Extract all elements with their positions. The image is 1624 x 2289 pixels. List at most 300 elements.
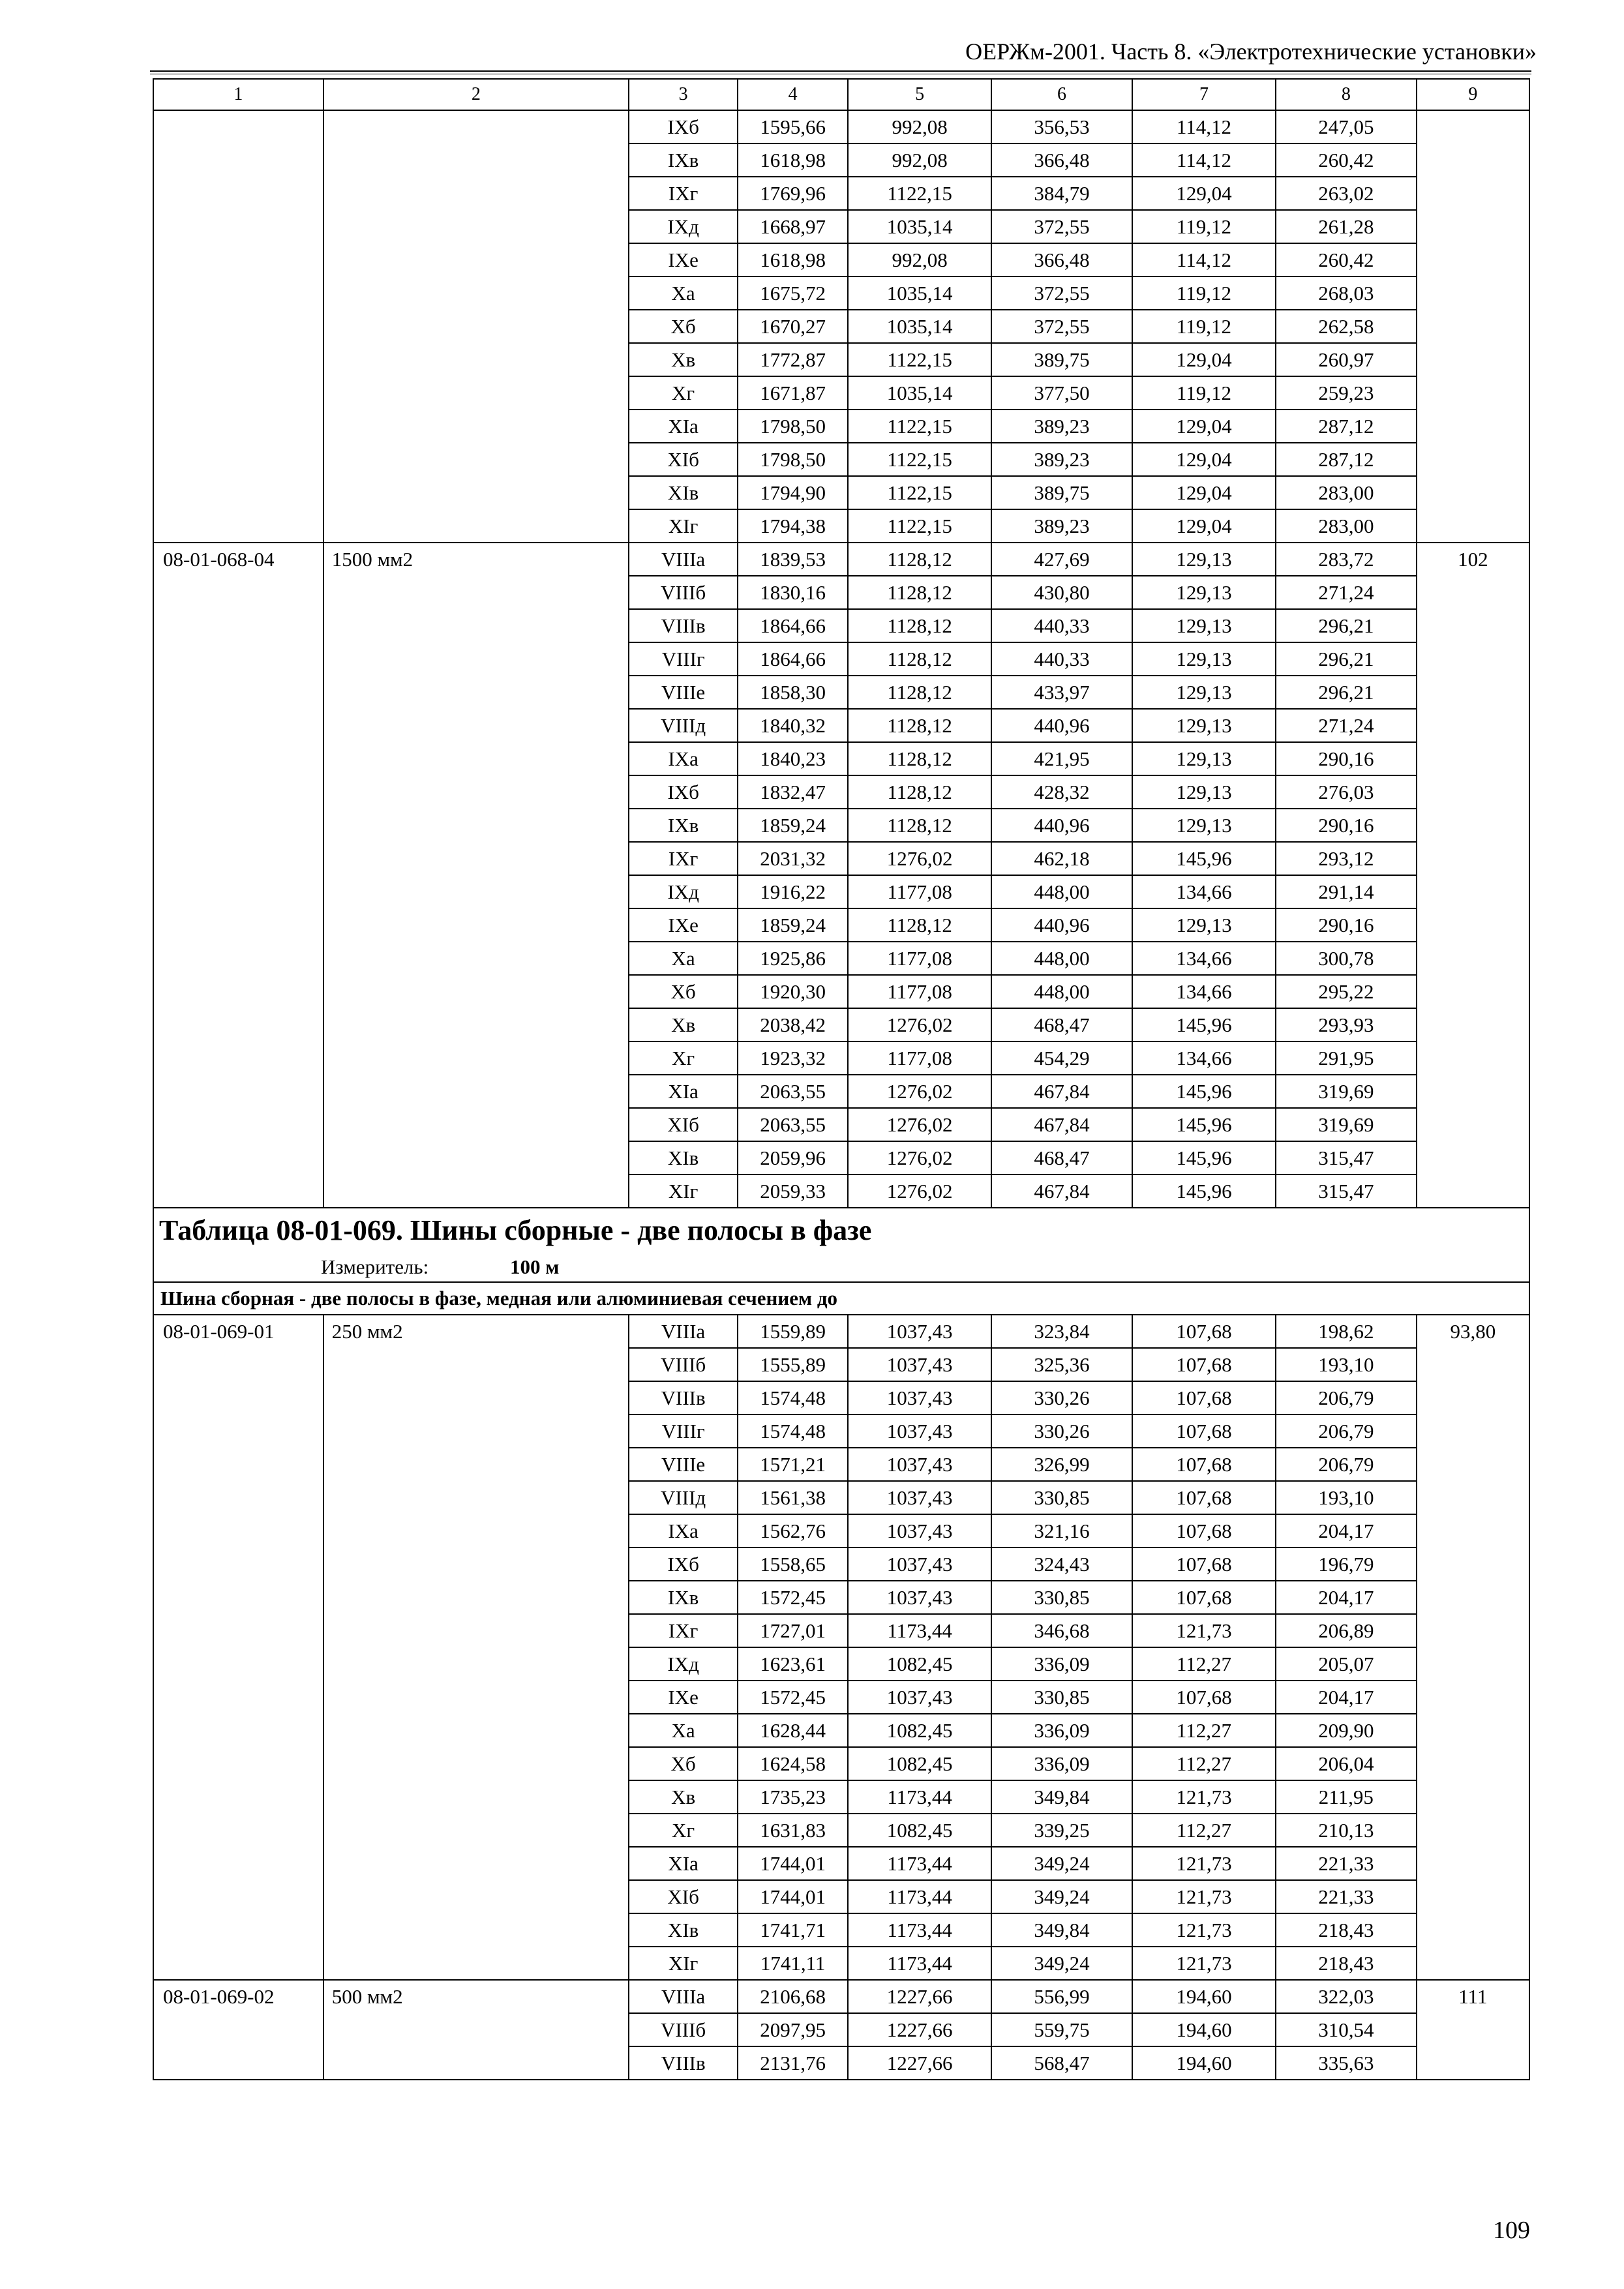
territorial-zone: Xв xyxy=(629,343,738,376)
machinist-wages: 107,68 xyxy=(1132,1681,1276,1714)
territorial-zone: Xв xyxy=(629,1780,738,1814)
column-number: 5 xyxy=(848,79,991,110)
direct-costs: 1840,23 xyxy=(738,742,848,775)
direct-costs: 1794,90 xyxy=(738,476,848,509)
territorial-zone: Xв xyxy=(629,1008,738,1041)
materials-cost: 198,62 xyxy=(1276,1315,1417,1348)
machine-costs: 349,24 xyxy=(991,1947,1132,1980)
territorial-zone: IXд xyxy=(629,1647,738,1681)
territorial-zone: VIIIа xyxy=(629,1980,738,2013)
direct-costs: 1830,16 xyxy=(738,576,848,609)
territorial-zone: XIг xyxy=(629,509,738,543)
machine-costs: 448,00 xyxy=(991,942,1132,975)
machinist-wages: 145,96 xyxy=(1132,1174,1276,1208)
territorial-zone: XIг xyxy=(629,1947,738,1980)
meter-row xyxy=(153,1253,1529,1282)
direct-costs: 1798,50 xyxy=(738,443,848,476)
territorial-zone: IXд xyxy=(629,210,738,243)
materials-cost: 293,93 xyxy=(1276,1008,1417,1041)
materials-cost: 193,10 xyxy=(1276,1481,1417,1514)
labor-wages: 1177,08 xyxy=(848,942,991,975)
labor-wages: 1128,12 xyxy=(848,709,991,742)
column-number: 7 xyxy=(1132,79,1276,110)
materials-cost: 218,43 xyxy=(1276,1947,1417,1980)
materials-cost: 315,47 xyxy=(1276,1174,1417,1208)
direct-costs: 2063,55 xyxy=(738,1075,848,1108)
machine-costs: 440,96 xyxy=(991,709,1132,742)
machinist-wages: 114,12 xyxy=(1132,143,1276,177)
direct-costs: 1618,98 xyxy=(738,243,848,277)
machine-costs: 389,23 xyxy=(991,410,1132,443)
machinist-wages: 121,73 xyxy=(1132,1913,1276,1947)
labor-wages: 1037,43 xyxy=(848,1381,991,1414)
machinist-wages: 194,60 xyxy=(1132,1980,1276,2013)
machinist-wages: 107,68 xyxy=(1132,1514,1276,1548)
materials-cost: 206,79 xyxy=(1276,1448,1417,1481)
labor-rate xyxy=(1417,110,1529,543)
materials-cost: 204,17 xyxy=(1276,1681,1417,1714)
labor-wages: 1037,43 xyxy=(848,1681,991,1714)
territorial-zone: VIIIа xyxy=(629,543,738,576)
direct-costs: 2059,96 xyxy=(738,1141,848,1174)
labor-wages: 1177,08 xyxy=(848,1041,991,1075)
labor-wages: 1276,02 xyxy=(848,842,991,875)
machinist-wages: 129,13 xyxy=(1132,709,1276,742)
machine-costs: 330,85 xyxy=(991,1481,1132,1514)
territorial-zone: VIIIг xyxy=(629,642,738,676)
labor-wages: 1276,02 xyxy=(848,1075,991,1108)
machine-costs: 372,55 xyxy=(991,210,1132,243)
machine-costs: 323,84 xyxy=(991,1315,1132,1348)
machine-costs: 467,84 xyxy=(991,1108,1132,1141)
materials-cost: 260,42 xyxy=(1276,243,1417,277)
machine-costs: 468,47 xyxy=(991,1008,1132,1041)
labor-rate: 102 xyxy=(1417,543,1529,1208)
territorial-zone: VIIIе xyxy=(629,1448,738,1481)
direct-costs: 2097,95 xyxy=(738,2013,848,2046)
direct-costs: 1562,76 xyxy=(738,1514,848,1548)
territorial-zone: VIIIд xyxy=(629,709,738,742)
machinist-wages: 134,66 xyxy=(1132,942,1276,975)
machine-costs: 356,53 xyxy=(991,110,1132,143)
direct-costs: 2063,55 xyxy=(738,1108,848,1141)
table-row xyxy=(153,1980,1529,2013)
direct-costs: 1798,50 xyxy=(738,410,848,443)
machine-costs: 421,95 xyxy=(991,742,1132,775)
materials-cost: 300,78 xyxy=(1276,942,1417,975)
materials-cost: 291,95 xyxy=(1276,1041,1417,1075)
materials-cost: 210,13 xyxy=(1276,1814,1417,1847)
machinist-wages: 121,73 xyxy=(1132,1847,1276,1880)
territorial-zone: IXе xyxy=(629,908,738,942)
direct-costs: 1859,24 xyxy=(738,908,848,942)
rate-description xyxy=(323,110,629,543)
territorial-zone: Xб xyxy=(629,310,738,343)
table-row xyxy=(153,110,1529,143)
labor-wages: 1035,14 xyxy=(848,210,991,243)
materials-cost: 283,72 xyxy=(1276,543,1417,576)
table-title: Таблица 08-01-069. Шины сборные - две полосы в фазе xyxy=(153,1208,1529,1253)
machinist-wages: 114,12 xyxy=(1132,243,1276,277)
labor-wages: 1173,44 xyxy=(848,1880,991,1913)
machine-costs: 462,18 xyxy=(991,842,1132,875)
machinist-wages: 119,12 xyxy=(1132,376,1276,410)
materials-cost: 196,79 xyxy=(1276,1548,1417,1581)
materials-cost: 204,17 xyxy=(1276,1581,1417,1614)
labor-wages: 1227,66 xyxy=(848,2046,991,2080)
machinist-wages: 145,96 xyxy=(1132,1008,1276,1041)
direct-costs: 1624,58 xyxy=(738,1747,848,1780)
direct-costs: 1769,96 xyxy=(738,177,848,210)
machinist-wages: 112,27 xyxy=(1132,1647,1276,1681)
materials-cost: 290,16 xyxy=(1276,908,1417,942)
territorial-zone: IXе xyxy=(629,1681,738,1714)
machine-costs: 324,43 xyxy=(991,1548,1132,1581)
column-number: 2 xyxy=(323,79,629,110)
machinist-wages: 129,04 xyxy=(1132,410,1276,443)
direct-costs: 1572,45 xyxy=(738,1681,848,1714)
machinist-wages: 107,68 xyxy=(1132,1381,1276,1414)
labor-wages: 1128,12 xyxy=(848,676,991,709)
machinist-wages: 129,04 xyxy=(1132,509,1276,543)
column-number: 1 xyxy=(153,79,323,110)
materials-cost: 206,79 xyxy=(1276,1414,1417,1448)
territorial-zone: VIIIд xyxy=(629,1481,738,1514)
territorial-zone: VIIIе xyxy=(629,676,738,709)
direct-costs: 1741,71 xyxy=(738,1913,848,1947)
machinist-wages: 119,12 xyxy=(1132,310,1276,343)
direct-costs: 2106,68 xyxy=(738,1980,848,2013)
materials-cost: 268,03 xyxy=(1276,277,1417,310)
machine-costs: 454,29 xyxy=(991,1041,1132,1075)
machinist-wages: 107,68 xyxy=(1132,1315,1276,1348)
labor-wages: 1082,45 xyxy=(848,1814,991,1847)
machine-costs: 440,33 xyxy=(991,642,1132,676)
labor-wages: 1227,66 xyxy=(848,2013,991,2046)
materials-cost: 322,03 xyxy=(1276,1980,1417,2013)
machinist-wages: 114,12 xyxy=(1132,110,1276,143)
direct-costs: 1559,89 xyxy=(738,1315,848,1348)
direct-costs: 1859,24 xyxy=(738,809,848,842)
machine-costs: 389,75 xyxy=(991,343,1132,376)
territorial-zone: IXг xyxy=(629,1614,738,1647)
machinist-wages: 119,12 xyxy=(1132,210,1276,243)
machinist-wages: 129,13 xyxy=(1132,809,1276,842)
machinist-wages: 107,68 xyxy=(1132,1481,1276,1514)
territorial-zone: VIIIв xyxy=(629,609,738,642)
labor-wages: 1128,12 xyxy=(848,609,991,642)
machine-costs: 377,50 xyxy=(991,376,1132,410)
column-number: 8 xyxy=(1276,79,1417,110)
table-title-row xyxy=(153,1208,1529,1253)
machine-costs: 336,09 xyxy=(991,1647,1132,1681)
materials-cost: 319,69 xyxy=(1276,1075,1417,1108)
labor-wages: 1173,44 xyxy=(848,1913,991,1947)
materials-cost: 262,58 xyxy=(1276,310,1417,343)
machinist-wages: 112,27 xyxy=(1132,1814,1276,1847)
machine-costs: 468,47 xyxy=(991,1141,1132,1174)
direct-costs: 2059,33 xyxy=(738,1174,848,1208)
machine-costs: 440,96 xyxy=(991,809,1132,842)
machine-costs: 389,23 xyxy=(991,443,1132,476)
labor-wages: 1177,08 xyxy=(848,975,991,1008)
meter-cell xyxy=(153,1253,1529,1282)
materials-cost: 218,43 xyxy=(1276,1913,1417,1947)
territorial-zone: IXб xyxy=(629,110,738,143)
labor-wages: 1037,43 xyxy=(848,1348,991,1381)
direct-costs: 1832,47 xyxy=(738,775,848,809)
territorial-zone: IXг xyxy=(629,177,738,210)
materials-cost: 263,02 xyxy=(1276,177,1417,210)
machine-costs: 330,85 xyxy=(991,1581,1132,1614)
direct-costs: 1558,65 xyxy=(738,1548,848,1581)
materials-cost: 287,12 xyxy=(1276,443,1417,476)
machine-costs: 384,79 xyxy=(991,177,1132,210)
territorial-zone: IXб xyxy=(629,1548,738,1581)
labor-wages: 1035,14 xyxy=(848,277,991,310)
labor-rate: 111 xyxy=(1417,1980,1529,2080)
labor-wages: 1037,43 xyxy=(848,1581,991,1614)
labor-wages: 1122,15 xyxy=(848,343,991,376)
territorial-zone: XIв xyxy=(629,1141,738,1174)
materials-cost: 283,00 xyxy=(1276,509,1417,543)
materials-cost: 296,21 xyxy=(1276,609,1417,642)
direct-costs: 1572,45 xyxy=(738,1581,848,1614)
labor-wages: 1177,08 xyxy=(848,875,991,908)
direct-costs: 1555,89 xyxy=(738,1348,848,1381)
labor-wages: 1173,44 xyxy=(848,1847,991,1880)
territorial-zone: IXб xyxy=(629,775,738,809)
machine-costs: 349,84 xyxy=(991,1780,1132,1814)
labor-wages: 1082,45 xyxy=(848,1647,991,1681)
materials-cost: 296,21 xyxy=(1276,642,1417,676)
materials-cost: 209,90 xyxy=(1276,1714,1417,1747)
direct-costs: 2131,76 xyxy=(738,2046,848,2080)
labor-wages: 1122,15 xyxy=(848,443,991,476)
labor-wages: 1037,43 xyxy=(848,1481,991,1514)
machine-costs: 556,99 xyxy=(991,1980,1132,2013)
machine-costs: 330,26 xyxy=(991,1414,1132,1448)
territorial-zone: Xг xyxy=(629,1814,738,1847)
group-caption-row xyxy=(153,1282,1529,1315)
materials-cost: 290,16 xyxy=(1276,742,1417,775)
labor-wages: 1035,14 xyxy=(848,376,991,410)
direct-costs: 1671,87 xyxy=(738,376,848,410)
materials-cost: 287,12 xyxy=(1276,410,1417,443)
table-row xyxy=(153,543,1529,576)
machinist-wages: 121,73 xyxy=(1132,1880,1276,1913)
machinist-wages: 145,96 xyxy=(1132,842,1276,875)
machinist-wages: 129,13 xyxy=(1132,576,1276,609)
labor-wages: 1037,43 xyxy=(848,1414,991,1448)
territorial-zone: IXе xyxy=(629,243,738,277)
table-row xyxy=(153,1315,1529,1348)
machine-costs: 433,97 xyxy=(991,676,1132,709)
machine-costs: 349,24 xyxy=(991,1847,1132,1880)
labor-wages: 1122,15 xyxy=(848,410,991,443)
machinist-wages: 129,13 xyxy=(1132,775,1276,809)
group-caption: Шина сборная - две полосы в фазе, медная или алюминиевая сечением до xyxy=(153,1282,1529,1315)
machinist-wages: 121,73 xyxy=(1132,1614,1276,1647)
machine-costs: 440,33 xyxy=(991,609,1132,642)
direct-costs: 1744,01 xyxy=(738,1847,848,1880)
direct-costs: 1920,30 xyxy=(738,975,848,1008)
direct-costs: 1668,97 xyxy=(738,210,848,243)
direct-costs: 1916,22 xyxy=(738,875,848,908)
machinist-wages: 129,13 xyxy=(1132,908,1276,942)
territorial-zone: XIг xyxy=(629,1174,738,1208)
territorial-zone: VIIIб xyxy=(629,576,738,609)
territorial-zone: XIв xyxy=(629,1913,738,1947)
materials-cost: 247,05 xyxy=(1276,110,1417,143)
territorial-zone: XIб xyxy=(629,1108,738,1141)
territorial-zone: Xг xyxy=(629,1041,738,1075)
labor-wages: 1128,12 xyxy=(848,809,991,842)
materials-cost: 283,00 xyxy=(1276,476,1417,509)
territorial-zone: Xа xyxy=(629,942,738,975)
machinist-wages: 129,13 xyxy=(1132,742,1276,775)
materials-cost: 205,07 xyxy=(1276,1647,1417,1681)
territorial-zone: Xа xyxy=(629,277,738,310)
direct-costs: 1561,38 xyxy=(738,1481,848,1514)
machine-costs: 467,84 xyxy=(991,1174,1132,1208)
materials-cost: 221,33 xyxy=(1276,1847,1417,1880)
materials-cost: 261,28 xyxy=(1276,210,1417,243)
machinist-wages: 129,13 xyxy=(1132,609,1276,642)
machinist-wages: 107,68 xyxy=(1132,1448,1276,1481)
labor-wages: 1035,14 xyxy=(848,310,991,343)
machine-costs: 467,84 xyxy=(991,1075,1132,1108)
materials-cost: 206,04 xyxy=(1276,1747,1417,1780)
meter-label: Измеритель: xyxy=(321,1255,429,1278)
machine-costs: 372,55 xyxy=(991,310,1132,343)
territorial-zone: Xа xyxy=(629,1714,738,1747)
header-rule xyxy=(150,70,1531,72)
territorial-zone: IXа xyxy=(629,1514,738,1548)
machine-costs: 336,09 xyxy=(991,1714,1132,1747)
machine-costs: 346,68 xyxy=(991,1614,1132,1647)
column-number: 9 xyxy=(1417,79,1529,110)
machinist-wages: 112,27 xyxy=(1132,1714,1276,1747)
rate-code xyxy=(153,110,323,543)
machine-costs: 427,69 xyxy=(991,543,1132,576)
territorial-zone: Xг xyxy=(629,376,738,410)
labor-wages: 1276,02 xyxy=(848,1008,991,1041)
labor-wages: 1128,12 xyxy=(848,642,991,676)
materials-cost: 204,17 xyxy=(1276,1514,1417,1548)
labor-wages: 1227,66 xyxy=(848,1980,991,2013)
territorial-zone: IXв xyxy=(629,143,738,177)
direct-costs: 1925,86 xyxy=(738,942,848,975)
column-number: 4 xyxy=(738,79,848,110)
labor-wages: 1122,15 xyxy=(848,476,991,509)
direct-costs: 1623,61 xyxy=(738,1647,848,1681)
direct-costs: 1741,11 xyxy=(738,1947,848,1980)
machinist-wages: 121,73 xyxy=(1132,1780,1276,1814)
direct-costs: 1923,32 xyxy=(738,1041,848,1075)
territorial-zone: XIв xyxy=(629,476,738,509)
machinist-wages: 145,96 xyxy=(1132,1108,1276,1141)
direct-costs: 1744,01 xyxy=(738,1880,848,1913)
labor-rate: 93,80 xyxy=(1417,1315,1529,1980)
machinist-wages: 145,96 xyxy=(1132,1141,1276,1174)
territorial-zone: XIа xyxy=(629,410,738,443)
territorial-zone: VIIIа xyxy=(629,1315,738,1348)
machinist-wages: 194,60 xyxy=(1132,2046,1276,2080)
territorial-zone: IXг xyxy=(629,842,738,875)
direct-costs: 1864,66 xyxy=(738,642,848,676)
territorial-zone: XIб xyxy=(629,443,738,476)
labor-wages: 992,08 xyxy=(848,243,991,277)
machinist-wages: 134,66 xyxy=(1132,1041,1276,1075)
direct-costs: 1574,48 xyxy=(738,1381,848,1414)
materials-cost: 296,21 xyxy=(1276,676,1417,709)
machine-costs: 428,32 xyxy=(991,775,1132,809)
labor-wages: 1276,02 xyxy=(848,1141,991,1174)
direct-costs: 1735,23 xyxy=(738,1780,848,1814)
materials-cost: 295,22 xyxy=(1276,975,1417,1008)
materials-cost: 206,89 xyxy=(1276,1614,1417,1647)
machinist-wages: 107,68 xyxy=(1132,1348,1276,1381)
territorial-zone: IXд xyxy=(629,875,738,908)
column-number: 6 xyxy=(991,79,1132,110)
direct-costs: 1618,98 xyxy=(738,143,848,177)
machine-costs: 440,96 xyxy=(991,908,1132,942)
machine-costs: 349,24 xyxy=(991,1880,1132,1913)
machine-costs: 389,75 xyxy=(991,476,1132,509)
direct-costs: 1727,01 xyxy=(738,1614,848,1647)
rates-table xyxy=(153,78,1530,2080)
territorial-zone: VIIIб xyxy=(629,1348,738,1381)
page-number: 109 xyxy=(1493,2217,1530,2244)
running-title: ОЕРЖм-2001. Часть 8. «Электротехнические установки» xyxy=(965,38,1537,65)
direct-costs: 1840,32 xyxy=(738,709,848,742)
rate-code: 08-01-069-01 xyxy=(153,1315,323,1980)
labor-wages: 1082,45 xyxy=(848,1747,991,1780)
machinist-wages: 129,04 xyxy=(1132,476,1276,509)
materials-cost: 211,95 xyxy=(1276,1780,1417,1814)
machinist-wages: 112,27 xyxy=(1132,1747,1276,1780)
materials-cost: 291,14 xyxy=(1276,875,1417,908)
direct-costs: 2038,42 xyxy=(738,1008,848,1041)
direct-costs: 1772,87 xyxy=(738,343,848,376)
direct-costs: 1675,72 xyxy=(738,277,848,310)
materials-cost: 259,23 xyxy=(1276,376,1417,410)
materials-cost: 206,79 xyxy=(1276,1381,1417,1414)
territorial-zone: IXв xyxy=(629,809,738,842)
direct-costs: 1574,48 xyxy=(738,1414,848,1448)
materials-cost: 290,16 xyxy=(1276,809,1417,842)
machine-costs: 366,48 xyxy=(991,143,1132,177)
rate-description: 500 мм2 xyxy=(323,1980,629,2080)
machine-costs: 339,25 xyxy=(991,1814,1132,1847)
labor-wages: 1037,43 xyxy=(848,1548,991,1581)
machinist-wages: 129,13 xyxy=(1132,642,1276,676)
machine-costs: 325,36 xyxy=(991,1348,1132,1381)
machinist-wages: 194,60 xyxy=(1132,2013,1276,2046)
direct-costs: 1670,27 xyxy=(738,310,848,343)
rate-description: 250 мм2 xyxy=(323,1315,629,1980)
machine-costs: 389,23 xyxy=(991,509,1132,543)
materials-cost: 319,69 xyxy=(1276,1108,1417,1141)
rates-table-body xyxy=(153,79,1529,2080)
meter-value: 100 м xyxy=(510,1255,560,1278)
machine-costs: 448,00 xyxy=(991,975,1132,1008)
territorial-zone: VIIIв xyxy=(629,1381,738,1414)
labor-wages: 1173,44 xyxy=(848,1947,991,1980)
materials-cost: 271,24 xyxy=(1276,576,1417,609)
rate-description: 1500 мм2 xyxy=(323,543,629,1208)
